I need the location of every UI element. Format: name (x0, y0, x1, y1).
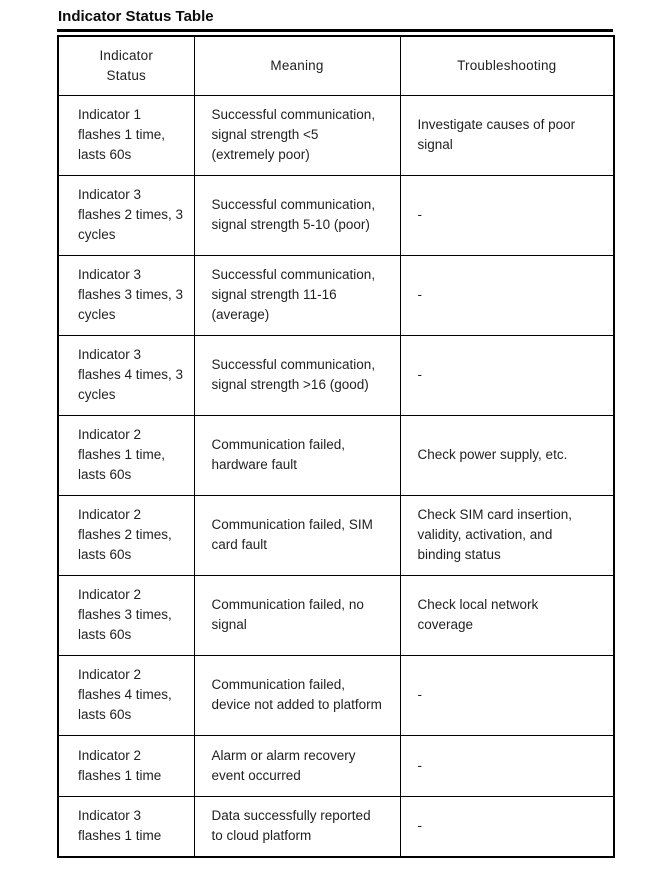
troubleshooting-cell: - (400, 175, 614, 255)
meaning-cell: Communication failed, SIM card fault (194, 495, 400, 575)
table-row (58, 415, 614, 495)
meaning-cell: Alarm or alarm recovery event occurred (194, 735, 400, 796)
status-cell: Indicator 2 flashes 3 times, lasts 60s (58, 575, 194, 655)
status-cell: Indicator 3 flashes 3 times, 3 cycles (58, 255, 194, 335)
column-header-meaning: Meaning (194, 36, 400, 95)
troubleshooting-cell: - (400, 335, 614, 415)
troubleshooting-cell: - (400, 796, 614, 857)
table-row (58, 495, 614, 575)
status-cell: Indicator 3 flashes 2 times, 3 cycles (58, 175, 194, 255)
status-cell: Indicator 3 flashes 1 time (58, 796, 194, 857)
troubleshooting-cell: Check local network coverage (400, 575, 614, 655)
status-cell: Indicator 2 flashes 4 times, lasts 60s (58, 655, 194, 735)
status-cell: Indicator 2 flashes 1 time (58, 735, 194, 796)
page-title: Indicator Status Table (57, 8, 613, 32)
document-page (57, 8, 613, 858)
status-cell: Indicator 3 flashes 4 times, 3 cycles (58, 335, 194, 415)
meaning-cell: Successful communication, signal strength 11-16 (average) (194, 255, 400, 335)
column-header-troubleshooting: Troubleshooting (400, 36, 614, 95)
meaning-cell: Successful communication, signal strength >16 (good) (194, 335, 400, 415)
troubleshooting-cell: - (400, 255, 614, 335)
status-cell: Indicator 2 flashes 1 time, lasts 60s (58, 415, 194, 495)
table-row (58, 335, 614, 415)
column-header-indicator-status-label: Indicator Status (99, 47, 154, 83)
troubleshooting-cell: - (400, 655, 614, 735)
status-cell: Indicator 2 flashes 2 times, lasts 60s (58, 495, 194, 575)
column-header-indicator-status (58, 36, 194, 95)
troubleshooting-cell: Check SIM card insertion, validity, activation, and binding status (400, 495, 614, 575)
meaning-cell: Successful communication, signal strength 5-10 (poor) (194, 175, 400, 255)
meaning-cell: Data successfully reported to cloud platform (194, 796, 400, 857)
status-cell: Indicator 1 flashes 1 time, lasts 60s (58, 95, 194, 175)
meaning-cell: Communication failed, no signal (194, 575, 400, 655)
indicator-status-table (57, 35, 615, 858)
table-row (58, 655, 614, 735)
meaning-cell: Communication failed, hardware fault (194, 415, 400, 495)
table-row (58, 95, 614, 175)
meaning-cell: Successful communication, signal strength <5 (extremely poor) (194, 95, 400, 175)
table-row (58, 255, 614, 335)
table-row (58, 735, 614, 796)
table-row (58, 796, 614, 857)
troubleshooting-cell: - (400, 735, 614, 796)
table-header-row (58, 36, 614, 95)
table-row (58, 175, 614, 255)
meaning-cell: Communication failed, device not added to platform (194, 655, 400, 735)
troubleshooting-cell: Investigate causes of poor signal (400, 95, 614, 175)
table-row (58, 575, 614, 655)
troubleshooting-cell: Check power supply, etc. (400, 415, 614, 495)
